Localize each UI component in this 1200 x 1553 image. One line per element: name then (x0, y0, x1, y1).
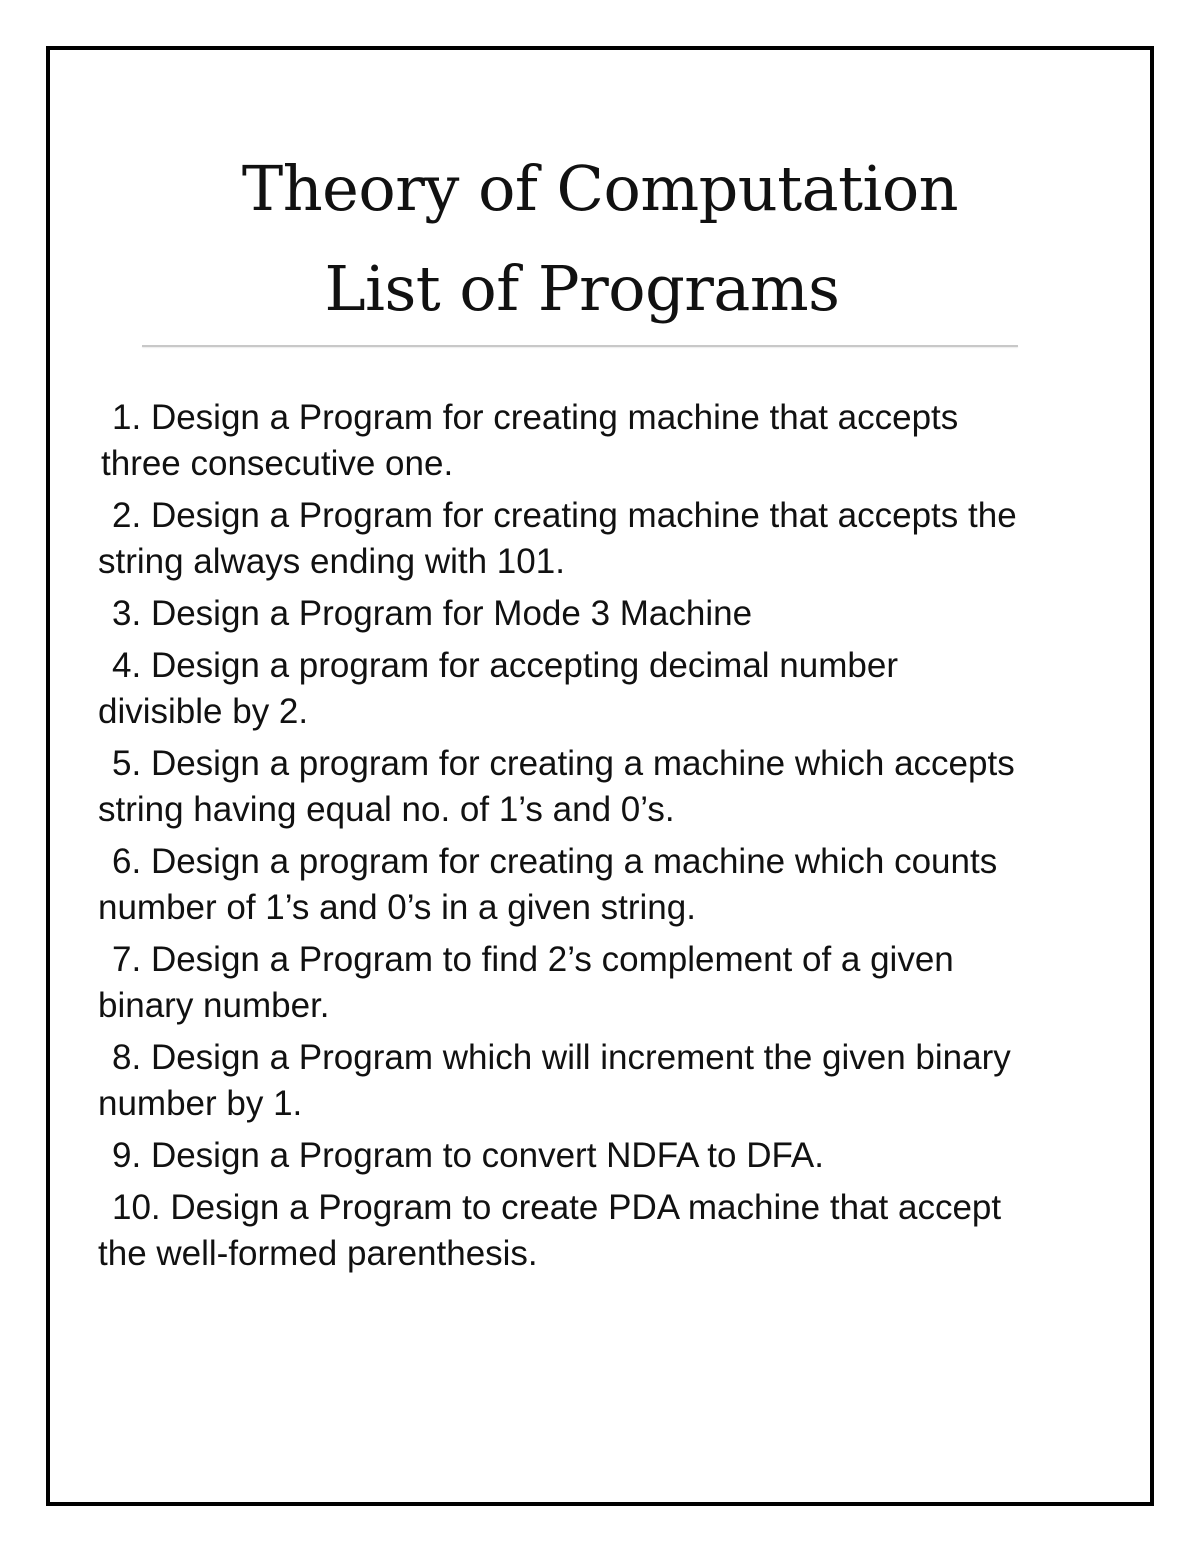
program-item-3 (98, 591, 1134, 637)
document-subtitle: List of Programs (324, 252, 840, 325)
program-number: 10. (112, 1188, 161, 1227)
program-text: Design a Program to create PDA machine that accept (170, 1188, 1002, 1227)
program-text-continuation: the well-formed parenthesis. (98, 1234, 538, 1273)
program-number: 3. (112, 594, 142, 633)
program-item-8 (98, 1035, 1134, 1127)
program-text: Design a Program for creating machine that accepts (150, 398, 959, 437)
program-item-1 (98, 395, 1134, 487)
program-item-7 (98, 937, 1134, 1029)
document-title: Theory of Computation (241, 152, 959, 225)
program-text: Design a Program for Mode 3 Machine (150, 594, 753, 633)
program-item-9 (98, 1133, 1134, 1179)
program-number: 7. (112, 940, 142, 979)
program-item-4 (98, 643, 1134, 735)
program-number: 4. (112, 646, 142, 685)
program-number: 9. (112, 1136, 142, 1175)
program-text: Design a program for creating a machine which accepts (150, 744, 1015, 783)
program-item-6 (98, 839, 1134, 931)
program-text-continuation: binary number. (98, 986, 330, 1025)
program-text: Design a program for creating a machine which counts (150, 842, 998, 881)
program-text: Design a Program which will increment the given binary (150, 1038, 1011, 1077)
program-text: Design a Program to find 2’s complement of a given (150, 940, 954, 979)
title-divider (142, 345, 1018, 347)
program-text-continuation: number of 1’s and 0’s in a given string. (98, 888, 696, 927)
program-text-continuation: divisible by 2. (98, 692, 309, 731)
program-item-5 (98, 741, 1134, 833)
program-number: 6. (112, 842, 142, 881)
program-number: 2. (112, 496, 142, 535)
program-number: 5. (112, 744, 142, 783)
program-number: 8. (112, 1038, 142, 1077)
program-text-continuation: three consecutive one. (101, 444, 454, 483)
program-list (98, 395, 1134, 1283)
program-text-continuation: string always ending with 101. (98, 542, 565, 581)
program-text-continuation: number by 1. (98, 1084, 303, 1123)
program-text: Design a Program to convert NDFA to DFA. (150, 1136, 824, 1175)
program-item-10 (98, 1185, 1134, 1277)
program-number: 1. (112, 398, 142, 437)
program-text: Design a program for accepting decimal number (150, 646, 898, 685)
program-item-2 (98, 493, 1134, 585)
program-text-continuation: string having equal no. of 1’s and 0’s. (98, 790, 675, 829)
program-text: Design a Program for creating machine that accepts the (150, 496, 1017, 535)
